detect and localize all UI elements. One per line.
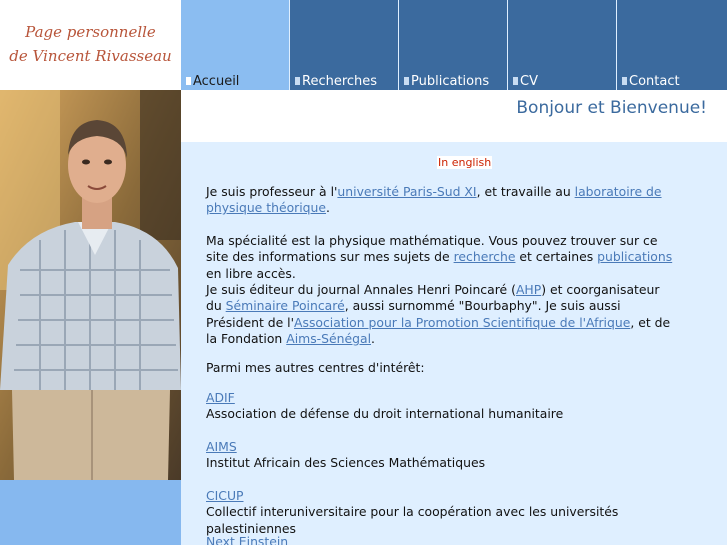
research-link[interactable]: recherche — [453, 249, 516, 265]
text: . — [371, 330, 375, 346]
sidebar-bottom-panel — [0, 480, 181, 545]
greeting-banner — [181, 90, 727, 142]
interest-description: Institut Africain des Sciences Mathématiques — [206, 455, 486, 471]
editor-paragraph — [206, 282, 676, 347]
aims-senegal-link[interactable]: Aims-Sénégal — [286, 330, 372, 346]
greeting-text: Bonjour et Bienvenue! — [516, 98, 707, 118]
laboratory-link[interactable]: laboratoire de physique théorique — [206, 184, 662, 216]
speciality-paragraph — [206, 233, 676, 282]
adif-link[interactable]: ADIF — [206, 390, 235, 405]
nav-item-label: Contact — [629, 74, 680, 89]
aims-link[interactable]: AIMS — [206, 439, 237, 454]
site-logo — [0, 0, 181, 90]
association-link[interactable]: Association pour la Promotion Scientifique de l'Afrique — [294, 314, 631, 330]
interest-item-adif — [206, 390, 676, 423]
text: . — [326, 200, 330, 216]
next-einstein-link[interactable]: Next Einstein — [206, 534, 289, 545]
portrait-photo — [0, 90, 181, 480]
english-version-link[interactable]: In english — [438, 156, 492, 169]
nav-item-accueil[interactable] — [181, 0, 289, 90]
nav-bullet-icon — [404, 77, 409, 85]
nav-item-label: Accueil — [193, 74, 240, 89]
portrait-illustration — [0, 90, 181, 480]
interest-item-aims — [206, 439, 676, 472]
nav-item-recherches[interactable] — [290, 0, 398, 90]
text: Je suis éditeur du journal Annales Henri Poincaré ( — [206, 282, 516, 297]
site-title-line2: de Vincent Rivasseau — [9, 47, 172, 65]
text: , et de la Fondation — [206, 314, 671, 346]
publications-link[interactable]: publications — [597, 249, 673, 265]
nav-bullet-icon — [513, 77, 518, 85]
nav-item-label: Recherches — [302, 74, 378, 89]
interest-description: Collectif interuniversitaire pour la coopération avec les universités palestiniennes — [206, 504, 619, 536]
site-title-line1: Page personnelle — [25, 23, 156, 41]
main-nav — [181, 0, 727, 90]
interest-description: Association de défense du droit international humanitaire — [206, 406, 564, 422]
text: en libre accès. — [206, 265, 296, 281]
ahp-link[interactable]: AHP — [515, 282, 542, 297]
text: , aussi surnommé "Bourbaphy". Je suis aussi Président de l' — [206, 298, 621, 330]
nav-item-label: CV — [520, 74, 538, 89]
interests-heading: Parmi mes autres centres d'intérêt: — [206, 360, 425, 375]
nav-bullet-icon — [186, 77, 191, 85]
nav-item-publications[interactable] — [399, 0, 507, 90]
text: Ma spécialité est la physique mathématique. Vous pouvez trouver sur ce site des informations sur mes sujets de — [206, 233, 658, 265]
university-link[interactable]: université Paris-Sud XI — [337, 184, 477, 199]
cicup-link[interactable]: CICUP — [206, 488, 244, 503]
interest-item-cicup — [206, 488, 676, 537]
nav-bullet-icon — [622, 77, 627, 85]
intro-paragraph — [206, 184, 676, 217]
seminaire-poincare-link[interactable]: Séminaire Poincaré — [225, 298, 345, 314]
nav-bullet-icon — [295, 77, 300, 85]
nav-item-contact[interactable] — [617, 0, 727, 90]
text: ) et coorganisateur du — [206, 282, 660, 314]
main-content — [181, 142, 727, 545]
interest-item-next-einstein — [206, 534, 676, 545]
nav-item-cv[interactable] — [508, 0, 616, 90]
nav-item-label: Publications — [411, 74, 490, 89]
text: , et travaille au — [476, 184, 575, 199]
text: et certaines — [515, 249, 598, 265]
text: Je suis professeur à l' — [206, 184, 338, 199]
